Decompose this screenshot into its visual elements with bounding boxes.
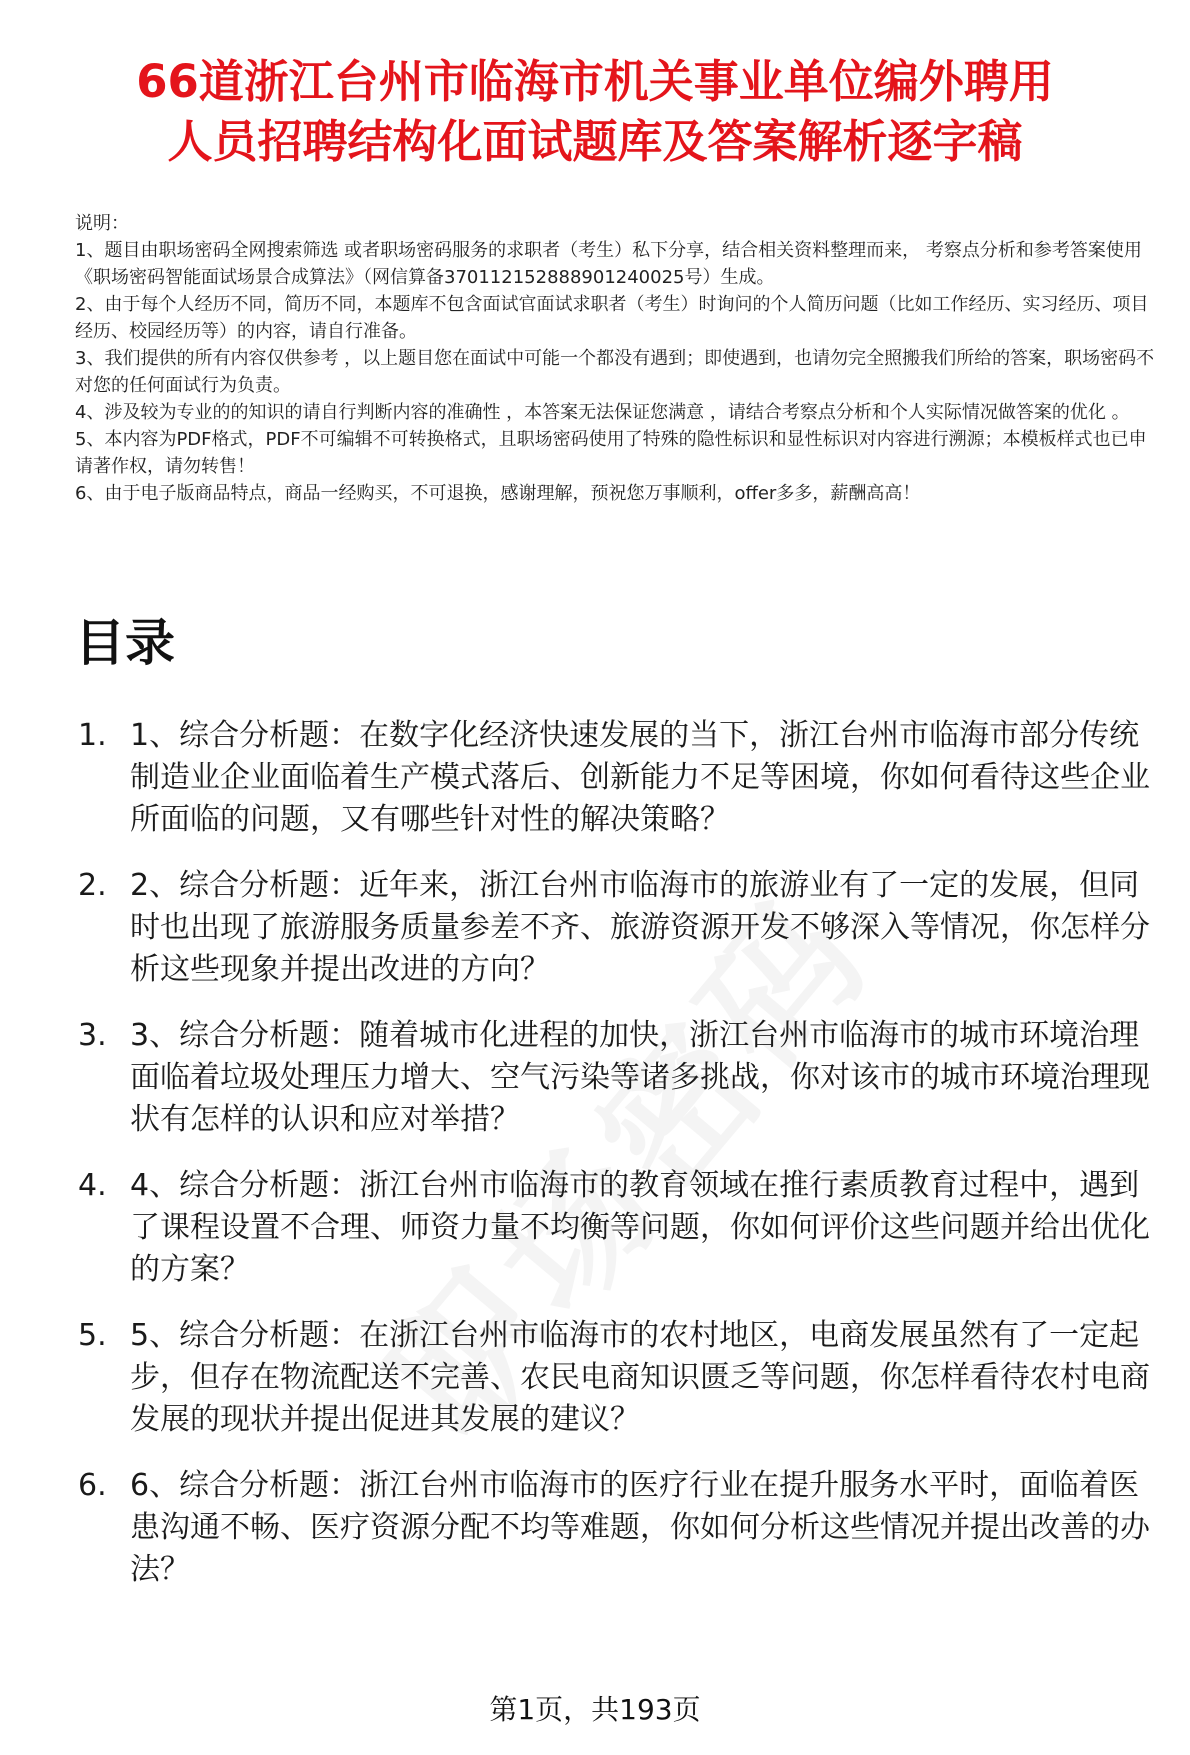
toc-item[interactable] [78, 1315, 1168, 1441]
note-item: 2、由于每个人经历不同，简历不同，本题库不包含面试官面试求职者（考生）时询问的个人简历问题（比如工作经历、实习经历、项目经历、校园经历等）的内容，请自行准备。 [75, 294, 1149, 342]
toc-item-number: 4. [78, 1168, 107, 1203]
title-line-2: 人员招聘结构化面试题库及答案解析逐字稿 [167, 115, 1023, 168]
note-item: 4、涉及较为专业的的知识的请自行判断内容的准确性 ，本答案无法保证您满意 ，请结合考察点分析和个人实际情况做答案的优化 。 [75, 402, 1130, 423]
toc-item-number: 6. [78, 1468, 107, 1503]
toc-item-text: 2、综合分析题：近年来，浙江台州市临海市的旅游业有了一定的发展，但同时也出现了旅游服务质量参差不齐、旅游资源开发不够深入等情况，你怎样分析这些现象并提出改进的方向？ [130, 868, 1150, 987]
toc-item-text: 6、综合分析题：浙江台州市临海市的医疗行业在提升服务水平时，面临着医患沟通不畅、医疗资源分配不均等难题，你如何分析这些情况并提出改善的办法？ [130, 1468, 1150, 1587]
note-item: 6、由于电子版商品特点，商品一经购买，不可退换，感谢理解，预祝您万事顺利，offer多多，薪酬高高！ [75, 483, 921, 504]
toc-item-text: 4、综合分析题：浙江台州市临海市的教育领域在推行素质教育过程中，遇到了课程设置不合理、师资力量不均衡等问题，你如何评价这些问题并给出优化的方案？ [130, 1168, 1150, 1287]
toc-item-text: 3、综合分析题：随着城市化进程的加快，浙江台州市临海市的城市环境治理面临着垃圾处理压力增大、空气污染等诸多挑战，你对该市的城市环境治理现状有怎样的认识和应对举措？ [130, 1018, 1150, 1137]
toc-item[interactable] [78, 1465, 1168, 1591]
title-line-1: 66道浙江台州市临海市机关事业单位编外聘用 [136, 55, 1054, 108]
note-item: 3、我们提供的所有内容仅供参考 ，以上题目您在面试中可能一个都没有遇到；即使遇到，也请勿完全照搬我们所给的答案，职场密码不对您的任何面试行为负责。 [75, 348, 1155, 396]
note-item: 5、本内容为PDF格式，PDF不可编辑不可转换格式，且职场密码使用了特殊的隐性标识和显性标识对内容进行溯源；本模板样式也已申请著作权，请勿转售！ [75, 429, 1147, 477]
toc-item[interactable] [78, 715, 1168, 841]
notes-label: 说明： [75, 213, 129, 234]
toc-item-number: 2. [78, 868, 107, 903]
note-item: 1、题目由职场密码全网搜索筛选 或者职场密码服务的求职者（考生）私下分享，结合相关资料整理而来， 考察点分析和参考答案使用《职场密码智能面试场景合成算法》（网信算备370112152888901240025号）生成。 [75, 240, 1142, 288]
notes-section [75, 210, 1160, 507]
toc-heading: 目录 [75, 614, 175, 672]
document-title [60, 52, 1130, 172]
page-footer: 第1页，共193页 [489, 1693, 701, 1726]
toc-item-number: 1. [78, 718, 107, 753]
toc-item-number: 3. [78, 1018, 107, 1053]
toc-item[interactable] [78, 865, 1168, 991]
toc-item-text: 5、综合分析题：在浙江台州市临海市的农村地区，电商发展虽然有了一定起步，但存在物流配送不完善、农民电商知识匮乏等问题，你怎样看待农村电商发展的现状并提出促进其发展的建议？ [130, 1318, 1150, 1437]
toc-item[interactable] [78, 1165, 1168, 1291]
toc-item-number: 5. [78, 1318, 107, 1353]
toc-item[interactable] [78, 1015, 1168, 1141]
toc-item-text: 1、综合分析题：在数字化经济快速发展的当下，浙江台州市临海市部分传统制造业企业面临着生产模式落后、创新能力不足等困境，你如何看待这些企业所面临的问题，又有哪些针对性的解决策略？ [130, 718, 1150, 837]
table-of-contents [78, 715, 1168, 1615]
